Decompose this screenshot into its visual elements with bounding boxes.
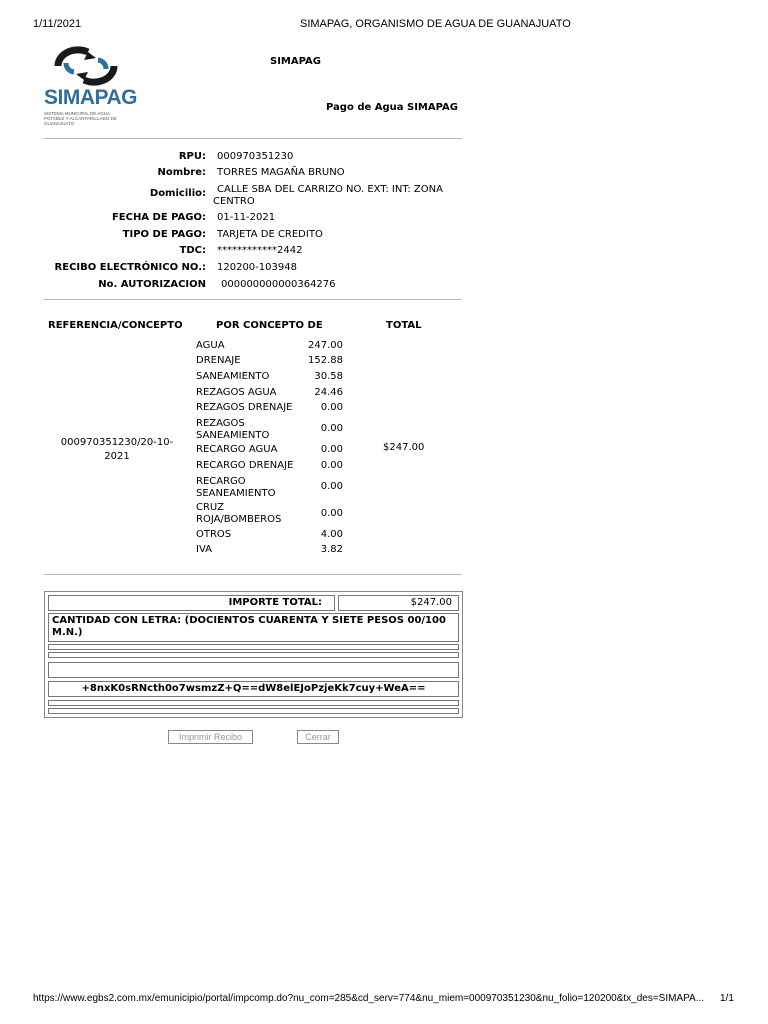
divider: [44, 299, 462, 300]
concept-amount: 24.46: [314, 387, 343, 398]
empty-row: [48, 662, 459, 678]
empty-row: [48, 644, 459, 650]
divider: [44, 138, 462, 139]
concept-amount: 0.00: [320, 508, 343, 519]
fecha-label: FECHA DE PAGO:: [111, 212, 206, 223]
rpu-value: 000970351230: [217, 151, 294, 162]
referencia-line1: 000970351230/20-10-: [60, 437, 174, 448]
concept-name: CRUZ ROJA/BOMBEROS: [196, 502, 282, 525]
concept-name: REZAGOS DRENAJE: [196, 402, 293, 413]
concept-amount: 4.00: [320, 529, 343, 540]
autorizacion-value: 000000000000364276: [221, 279, 336, 290]
concept-amount: 247.00: [308, 340, 343, 351]
empty-row: [48, 700, 459, 706]
header-concepto: POR CONCEPTO DE: [216, 320, 323, 331]
concept-name: RECARGO SEANEAMIENTO: [196, 476, 276, 499]
concept-name: REZAGOS SANEAMIENTO: [196, 418, 270, 441]
divider: [44, 574, 462, 575]
empty-row: [48, 652, 459, 658]
concept-name: AGUA: [196, 340, 225, 351]
concept-amount: 0.00: [320, 402, 343, 413]
concept-name: IVA: [196, 544, 212, 555]
empty-row: [48, 708, 459, 714]
importe-value: $247.00: [338, 595, 459, 611]
domicilio-value-line1: CALLE SBA DEL CARRIZO NO. EXT: INT: ZONA: [217, 184, 443, 195]
nombre-value: TORRES MAGAÑA BRUNO: [217, 167, 345, 178]
tipo-pago-label: TIPO DE PAGO:: [122, 229, 206, 240]
rpu-label: RPU:: [178, 151, 206, 162]
concept-amount: 0.00: [320, 423, 343, 434]
concept-name: REZAGOS AGUA: [196, 387, 277, 398]
domicilio-label: Domicilio:: [149, 188, 206, 199]
concept-amount: 0.00: [320, 481, 343, 492]
nombre-label: Nombre:: [157, 167, 206, 178]
recibo-value: 120200-103948: [217, 262, 297, 273]
hash-code: +8nxK0sRNcth0o7wsmzZ+Q==dW8elEJoPzjeKk7cuy+WeA==: [48, 681, 459, 697]
print-date: 1/11/2021: [33, 18, 82, 30]
concept-amount: 152.88: [308, 355, 343, 366]
domicilio-value-line2: CENTRO: [213, 196, 255, 207]
page-title: SIMAPAG: [270, 56, 321, 67]
header-referencia: REFERENCIA/CONCEPTO: [48, 320, 183, 331]
importe-label: IMPORTE TOTAL:: [48, 595, 335, 611]
referencia-line2: 2021: [104, 451, 130, 462]
logo-text: SIMAPAG: [44, 86, 137, 109]
fecha-value: 01-11-2021: [217, 212, 276, 223]
cantidad-letra: CANTIDAD CON LETRA: (DOCIENTOS CUARENTA Y SIETE PESOS 00/100 M.N.): [48, 613, 459, 642]
header-total: TOTAL: [386, 320, 422, 331]
concept-name: RECARGO DRENAJE: [196, 460, 294, 471]
concept-name: OTROS: [196, 529, 232, 540]
tipo-pago-value: TARJETA DE CREDITO: [217, 229, 323, 240]
tdc-label: TDC:: [179, 245, 206, 256]
tdc-value: ************2442: [217, 245, 303, 256]
close-button[interactable]: Cerrar: [297, 730, 339, 744]
recibo-label: RECIBO ELECTRÓNICO NO.:: [54, 262, 206, 273]
page-subtitle: Pago de Agua SIMAPAG: [326, 102, 458, 113]
concept-name: SANEAMIENTO: [196, 371, 270, 382]
concept-name: DRENAJE: [196, 355, 241, 366]
total-value: $247.00: [383, 442, 425, 453]
logo-mark-icon: [44, 44, 128, 86]
concept-amount: 30.58: [314, 371, 343, 382]
concept-amount: 0.00: [320, 444, 343, 455]
concept-amount: 0.00: [320, 460, 343, 471]
summary-box: [44, 591, 463, 718]
autorizacion-label: No. AUTORIZACION: [98, 279, 206, 290]
print-page-number: 1/1: [720, 993, 734, 1004]
print-title: SIMAPAG, ORGANISMO DE AGUA DE GUANAJUATO: [300, 18, 571, 30]
simapag-logo: [44, 44, 137, 128]
referencia-value: [58, 436, 176, 464]
print-receipt-button[interactable]: Imprimir Recibo: [168, 730, 253, 744]
logo-tagline: SISTEMA MUNICIPAL DE AGUA POTABLE Y ALCANTARILLADO DE GUANAJUATO: [44, 111, 117, 126]
concept-amount: 3.82: [320, 544, 343, 555]
concept-name: RECARGO AGUA: [196, 444, 278, 455]
print-url: https://www.egbs2.com.mx/emunicipio/portal/impcomp.do?nu_com=285&cd_serv=774&nu_miem=000970351230&nu_folio=120200&tx_des=SIMAPA...: [33, 993, 705, 1004]
